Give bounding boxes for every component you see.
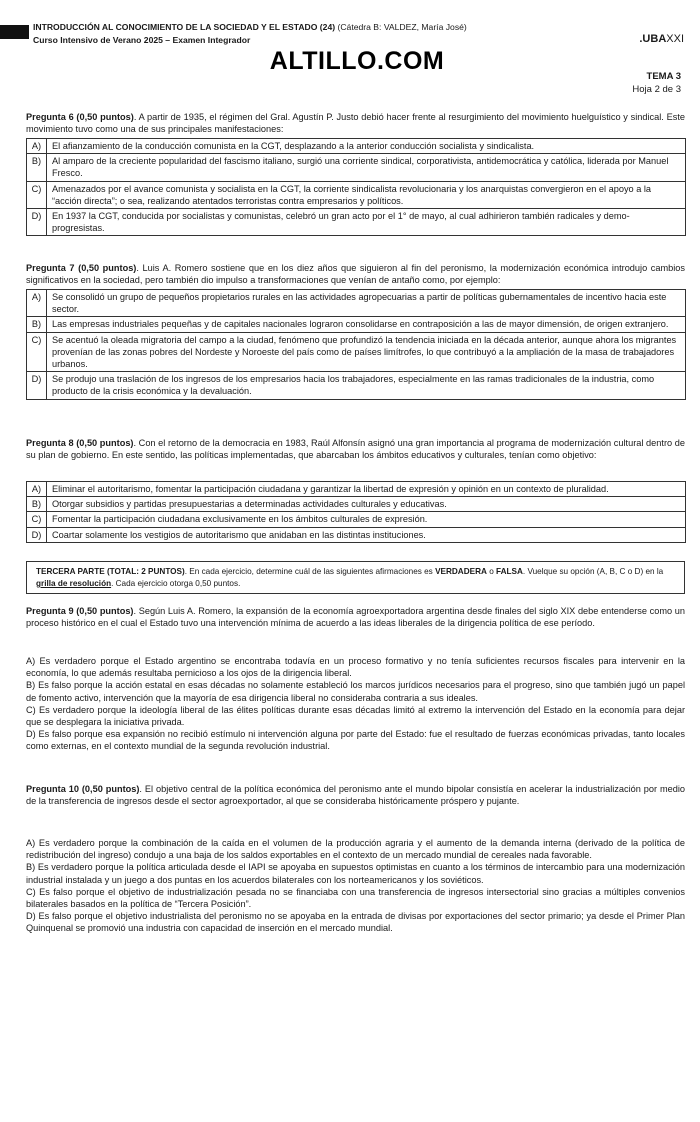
- option-text: Amenazados por el avance comunista y socialista en la CGT, la corriente sindicalista revolucionaria y los anarquistas convergieron en el apoyo a la “acción directa”; o sea, realizando atentados terroristas contra empresarios y políticos.: [47, 181, 686, 208]
- option-text: Se produjo una traslación de los ingresos de los empresarios hacia los trabajadores, especialmente en las ramas tradicionales de la industria, como producto de la crisis económica y la devaluación.: [47, 372, 686, 399]
- question-8-text: [26, 437, 685, 461]
- option-text: Otorgar subsidios y partidas presupuestarias a determinadas actividades culturales y educativas.: [47, 497, 686, 512]
- question-8-title: Pregunta 8 (0,50 puntos): [26, 438, 134, 448]
- option-text: Las empresas industriales pequeñas y de capitales nacionales lograron consolidarse en contraposición a las de mayor dimensión, de origen extranjero.: [47, 317, 686, 332]
- option-text: Fomentar la participación ciudadana exclusivamente en los ámbitos culturales de expresión.: [47, 512, 686, 527]
- question-10-text: [26, 783, 685, 807]
- grilla-label: grilla de resolución: [36, 579, 112, 588]
- question-8-options: [26, 481, 686, 543]
- exam-subtitle: Curso Intensivo de Verano 2025 – Examen Integrador: [33, 35, 251, 45]
- option-row: [27, 372, 686, 399]
- option-row: [27, 139, 686, 154]
- option-letter: A): [27, 139, 47, 154]
- question-6-body: . A partir de 1935, el régimen del Gral. Agustín P. Justo debió hacer frente al resurgimiento del movimiento huelguístico y sindical. Este movimiento tuvo como una de sus principales manifestaciones:: [26, 112, 685, 135]
- question-7-body: . Luis A. Romero sostiene que en los diez años que siguieron al fin del peronismo, la modernización económica introdujo cambios significativos en la sociedad, pero también dio impulso a transformaciones que venían de antaño como, por ejemplo:: [26, 263, 685, 286]
- option-letter: B): [27, 497, 47, 512]
- option-row: [27, 497, 686, 512]
- answer-option: C) Es verdadero porque la ideología liberal de las élites políticas durante esas décadas limitó al extremo la intervención del Estado en la economía para dejar que se desplegara la iniciativa privada.: [26, 704, 685, 728]
- option-letter: C): [27, 512, 47, 527]
- catedra: (Cátedra B: VALDEZ, María José): [337, 22, 467, 32]
- option-row: [27, 154, 686, 181]
- question-7-title: Pregunta 7 (0,50 puntos): [26, 263, 137, 273]
- question-7-text: [26, 262, 685, 286]
- instruction-text: . Vuelque su opción (A, B, C o D) en la: [522, 567, 664, 576]
- falsa-label: FALSA: [496, 567, 523, 576]
- uba-logo: [639, 33, 684, 45]
- watermark: ALTILLO.COM: [269, 47, 445, 75]
- question-8-body: . Con el retorno de la democracia en 1983, Raúl Alfonsín asignó una gran importancia al programa de modernización cultural dentro de su plan de gobierno. En este sentido, las políticas implementadas, que abarcaban los ámbitos educativos y culturales, tenían como objetivo:: [26, 438, 685, 461]
- instruction-text: . Cada ejercicio otorga 0,50 puntos.: [111, 579, 241, 588]
- course-name: INTRODUCCIÓN AL CONOCIMIENTO DE LA SOCIEDAD Y EL ESTADO (24): [33, 22, 336, 32]
- option-text: En 1937 la CGT, conducida por socialistas y comunistas, celebró un gran acto por el 1° de mayo, al cual adhirieron también radicales y demo-progresistas.: [47, 209, 686, 236]
- part-3-title: TERCERA PARTE (TOTAL: 2 PUNTOS): [36, 567, 185, 576]
- answer-option: A) Es verdadero porque el Estado argentino se encontraba todavía en un proceso formativo y no tenía suficientes recursos fiscales para intervenir en la economía, lo que además resultaba pernicioso a los ojos de la dirigencia liberal.: [26, 656, 685, 679]
- instruction-text: o: [486, 567, 497, 576]
- question-7-options: [26, 289, 686, 400]
- tema-label: TEMA 3: [646, 71, 681, 82]
- option-text: Se acentuó la oleada migratoria del campo a la ciudad, fenómeno que profundizó la tendencia iniciada en la década anterior, aunque ahora los migrantes provenían de las zonas pobres del Nordeste y Noroeste del país como de países limítrofes, lo que contribuyó a la ampliación de la masa de trabajadores urbanos.: [47, 332, 686, 372]
- answer-option: D) Es falso porque esa expansión no recibió estímulo ni intervención alguna por parte del Estado: fue el resultado de fuerzas económicas privadas, tanto locales como externas, en el contexto mundial de la segunda revolución industrial.: [26, 729, 685, 752]
- option-row: [27, 290, 686, 317]
- option-row: [27, 209, 686, 236]
- option-letter: A): [27, 290, 47, 317]
- option-letter: C): [27, 181, 47, 208]
- option-letter: D): [27, 209, 47, 236]
- option-letter: A): [27, 482, 47, 497]
- option-row: [27, 181, 686, 208]
- question-10-title: Pregunta 10 (0,50 puntos): [26, 784, 140, 794]
- answer-option: B) Es falso porque la acción estatal en esas décadas no solamente estableció los marcos jurídicos necesarios para el progreso, sino que también jugó un papel de fomento activo, intervención que la mayoría de esa dirigencia liberal no consideraba contraria a sus ideales.: [26, 680, 685, 703]
- option-row: [27, 317, 686, 332]
- option-letter: D): [27, 372, 47, 399]
- part-3-instructions: [26, 561, 685, 594]
- option-letter: B): [27, 154, 47, 181]
- uba-logo-suffix: XXI: [666, 33, 684, 45]
- header-black-bar: [0, 25, 29, 39]
- answer-option: B) Es verdadero porque la política articulada desde el IAPI se apoyaba en supuestos optimistas en cuanto a los términos de intercambio para una modernización industrial instalada y un juego a dos puntas en los acuerdos bilaterales con los norteamericanos y los soviéticos.: [26, 862, 685, 885]
- option-text: Coartar solamente los vestigios de autoritarismo que anidaban en las distintas instituciones.: [47, 527, 686, 542]
- question-10-body: . El objetivo central de la política económica del peronismo ante el mundo bipolar consistía en acelerar la industrialización por medio de la transferencia de ingresos desde el sector agroexportador, al que se consideraba históricamente próspero y pujante.: [26, 784, 685, 807]
- instruction-text: . En cada ejercicio, determine cuál de las siguientes afirmaciones es: [184, 567, 436, 576]
- option-row: [27, 482, 686, 497]
- question-9-title: Pregunta 9 (0,50 puntos): [26, 606, 134, 616]
- answer-option: D) Es falso porque el objetivo industrialista del peronismo no se apoyaba en la entrada de divisas por exportaciones del sector primario; ya desde el Primer Plan Quinquenal se promovió una industria con capacidad de inserción en el mercado mundial.: [26, 911, 685, 934]
- option-row: [27, 527, 686, 542]
- answer-option: C) Es falso porque el objetivo de industrialización pesada no se financiaba con una transferencia de ingresos intersectorial sino gracias a múltiples convenios bilaterales basados en la política de “Tercera Posición”.: [26, 886, 685, 910]
- option-letter: C): [27, 332, 47, 372]
- question-6-options: [26, 138, 686, 236]
- page-number: Hoja 2 de 3: [632, 84, 681, 95]
- option-text: Se consolidó un grupo de pequeños propietarios rurales en las actividades agropecuarias a partir de políticas gubernamentales de incentivo hacia este sector.: [47, 290, 686, 317]
- question-6-title: Pregunta 6 (0,50 puntos): [26, 112, 134, 122]
- option-text: Al amparo de la creciente popularidad del fascismo italiano, surgió una corriente sindical, corporativista, antidemocrática y católica, liderada por Manuel Fresco.: [47, 154, 686, 181]
- question-9-answers: [26, 655, 685, 753]
- question-9-body: . Según Luis A. Romero, la expansión de la economía agroexportadora argentina desde finales del siglo XIX debe entenderse como un proceso histórico en el cual el Estado tuvo una intervención mínima de acuerdo a las ideas liberales de la dirigencia política de ese período.: [26, 606, 685, 629]
- option-letter: D): [27, 527, 47, 542]
- option-text: Eliminar el autoritarismo, fomentar la participación ciudadana y garantizar la libertad de expresión y opinión en un contexto de pluralidad.: [47, 482, 686, 497]
- option-row: [27, 512, 686, 527]
- question-10-answers: [26, 837, 685, 935]
- verdadera-label: VERDADERA: [435, 567, 487, 576]
- answer-option: A) Es verdadero porque la combinación de la caída en el volumen de la producción agraria y el aumento de la demanda interna (derivado de la política de redistribución del ingreso) condujo a una baja de los saldos exportables en el contexto de un mercado mundial de cereales nada favorable.: [26, 838, 685, 861]
- question-6-text: [26, 111, 685, 135]
- question-9-text: [26, 605, 685, 629]
- option-text: El afianzamiento de la conducción comunista en la CGT, desplazando a la anterior conducción socialista y sindicalista.: [47, 139, 686, 154]
- course-title: [33, 22, 467, 33]
- option-letter: B): [27, 317, 47, 332]
- option-row: [27, 332, 686, 372]
- uba-logo-bold: .UBA: [639, 33, 667, 45]
